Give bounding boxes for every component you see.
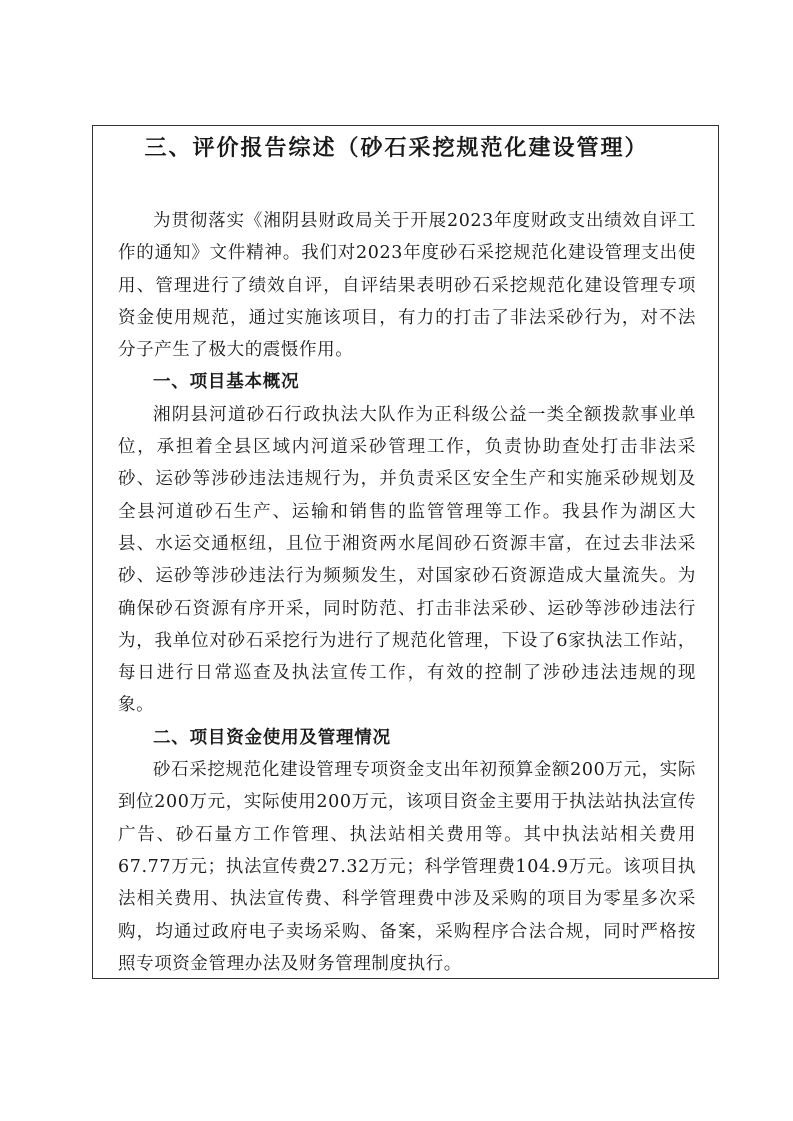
intro-paragraph: 为贯彻落实《湘阴县财政局关于开展2023年度财政支出绩效自评工作的通知》文件精神。我们对2023年度砂石采挖规范化建设管理支出使用、管理进行了绩效自评，自评结果表明砂石采挖规范化建设管理专项资金使用规范，通过实施该项目，有力的打击了非法采砂行为，对不法分子产生了极大的震慑作用。: [118, 211, 696, 361]
section-2-paragraph: 砂石采挖规范化建设管理专项资金支出年初预算金额200万元，实际到位200万元，实际使用200万元，该项目资金主要用于执法站执法宣传广告、砂石量方工作管理、执法站相关费用等。其中执法站相关费用67.77万元；执法宣传费27.32万元；科学管理费104.9万元。该项目执法相关费用、执法宣传费、科学管理费中涉及采购的项目为零星多次采购，均通过政府电子卖场采购、备案，采购程序合法合规，同时严格按照专项资金管理办法及财务管理制度执行。: [118, 760, 696, 974]
page-title: 三、评价报告综述（砂石采挖规范化建设管理）: [144, 136, 649, 161]
report-body: [118, 205, 696, 980]
section-1-heading: 一、项目基本概况: [153, 372, 300, 393]
section-2-heading: 二、项目资金使用及管理情况: [153, 727, 391, 748]
section-1-paragraph: 湘阴县河道砂石行政执法大队作为正科级公益一类全额拨款事业单位，承担着全县区域内河道采砂管理工作，负责协助查处打击非法采砂、运砂等涉砂违法违规行为，并负责采区安全生产和实施采砂规划及全县河道砂石生产、运输和销售的监管管理等工作。我县作为湖区大县、水运交通枢纽，且位于湘资两水尾闾砂石资源丰富，在过去非法采砂、运砂等涉砂违法行为频频发生，对国家砂石资源造成大量流失。为确保砂石资源有序开采，同时防范、打击非法采砂、运砂等涉砂违法行为，我单位对砂石采挖行为进行了规范化管理，下设了6家执法工作站，每日进行日常巡查及执法宣传工作，有效的控制了涉砂违法违规的现象。: [118, 404, 696, 716]
